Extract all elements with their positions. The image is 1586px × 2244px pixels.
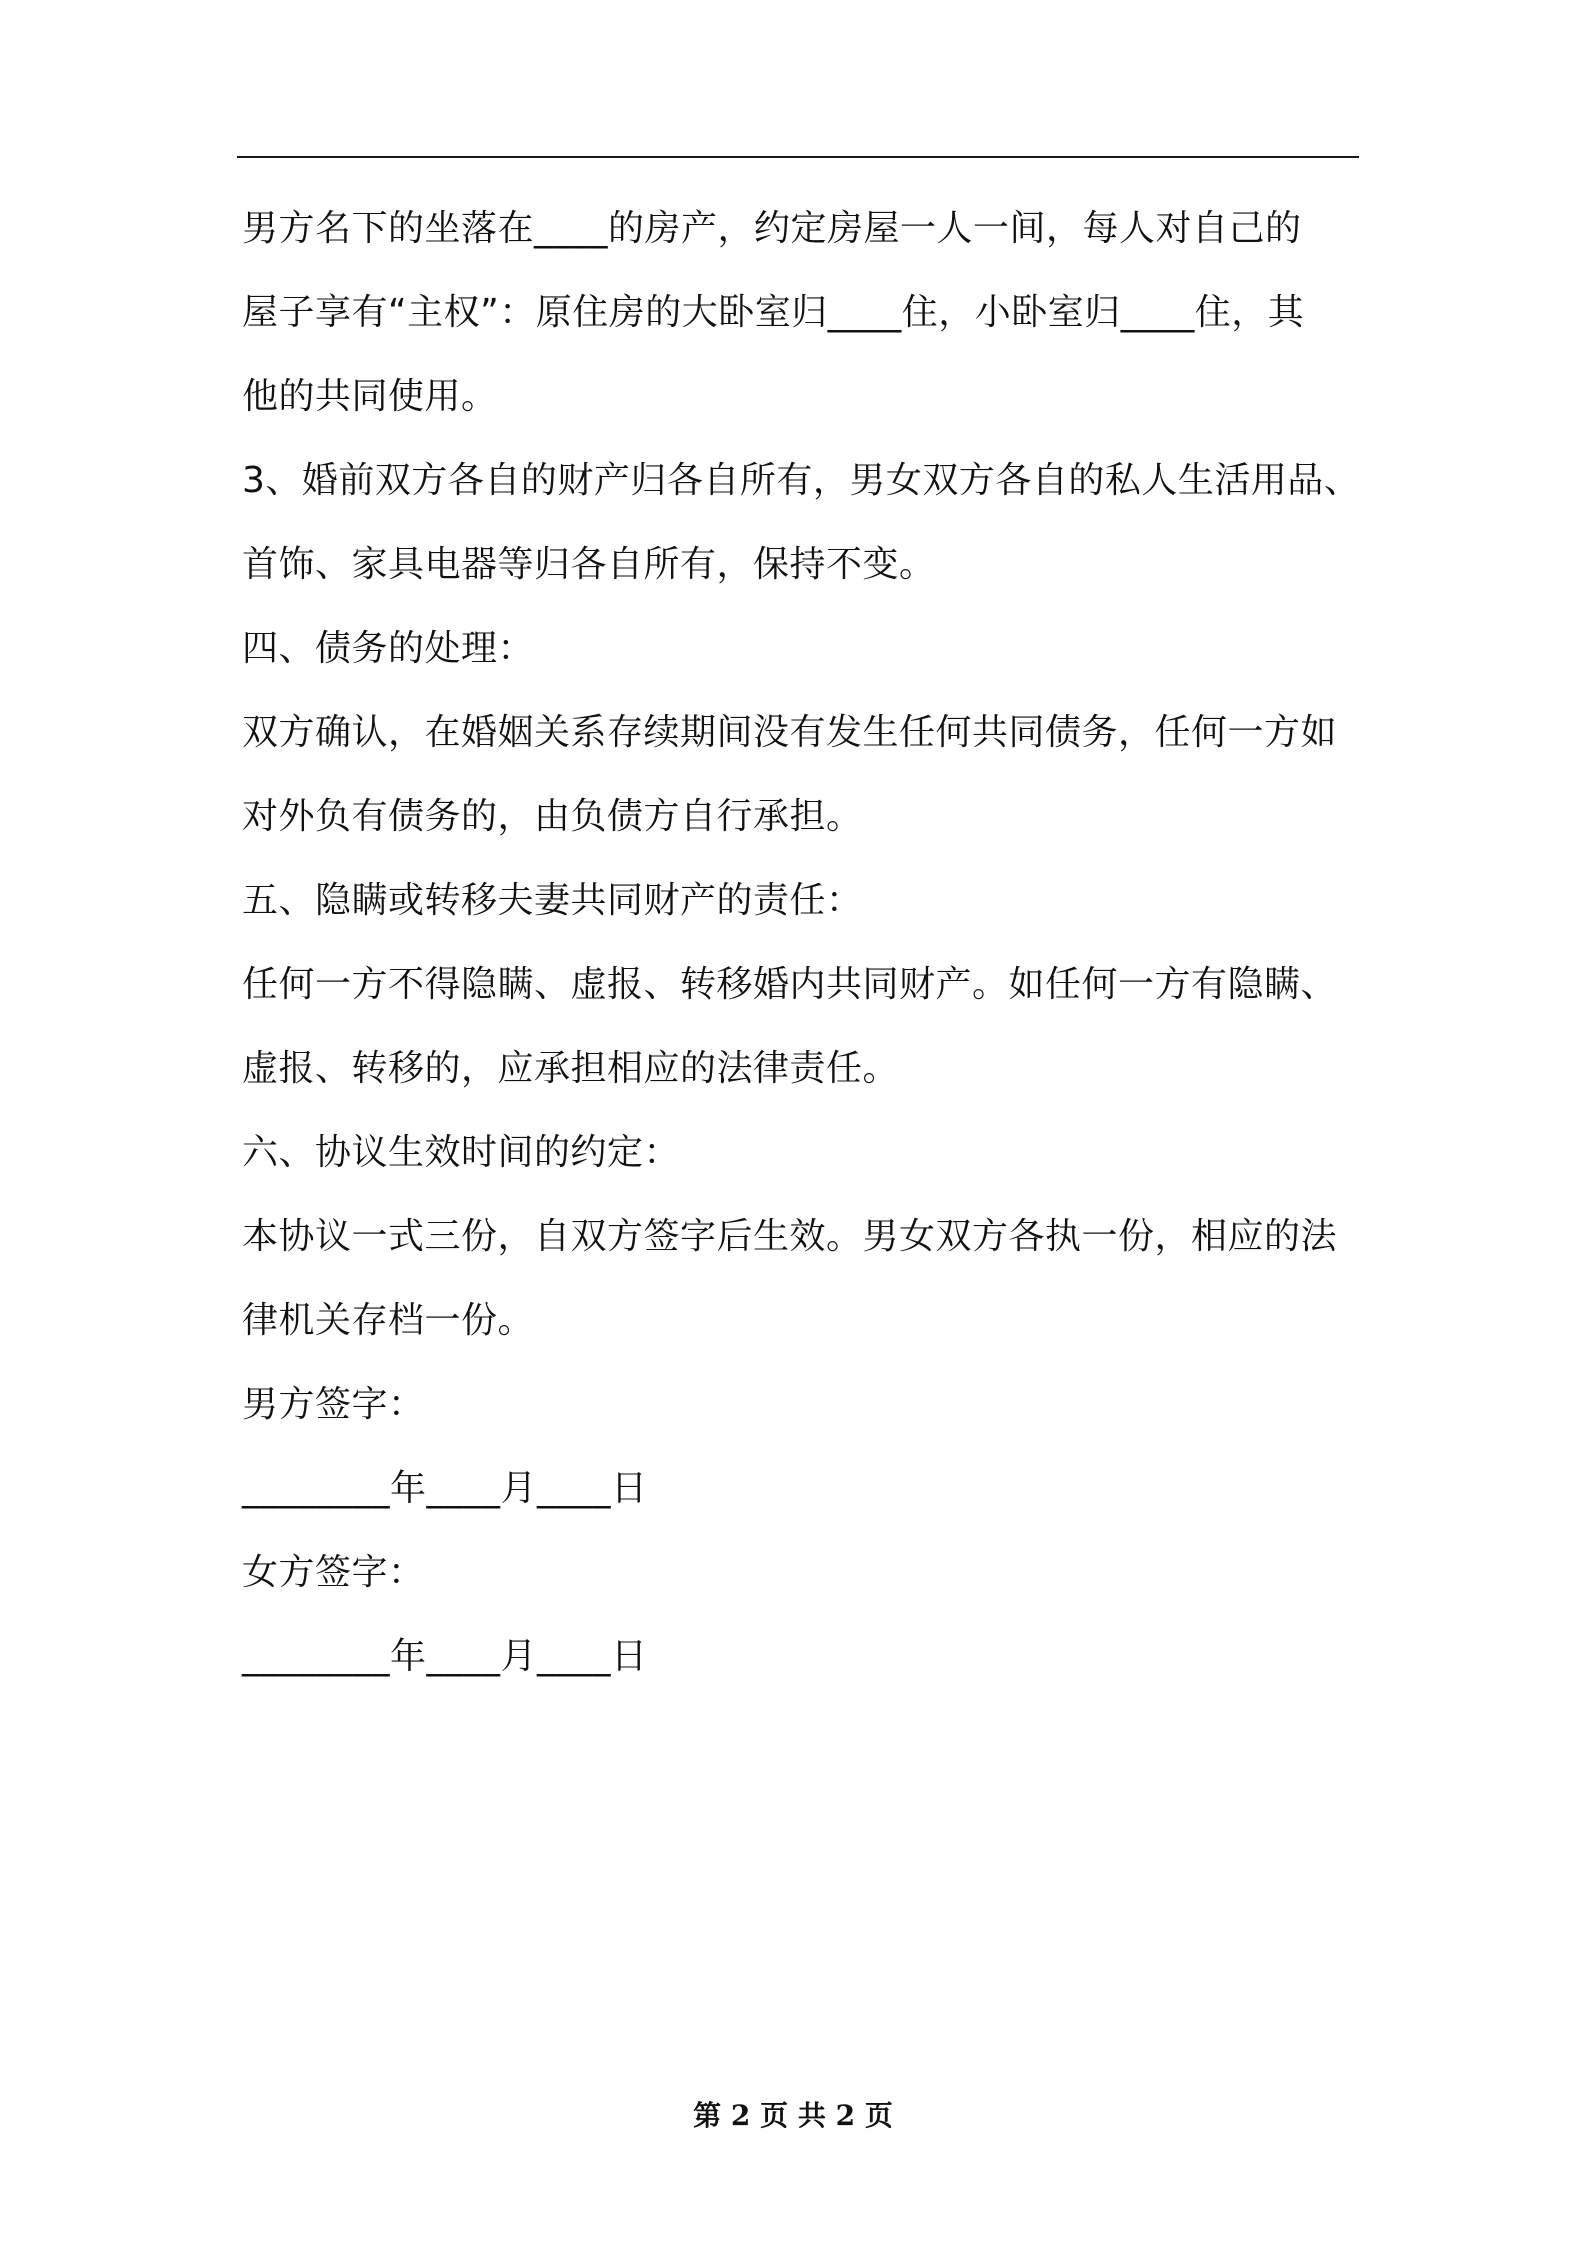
text-line: 屋子享有“主权”：原住房的大卧室归____住，小卧室归____住，其 (242, 292, 1305, 333)
text-line: 他的共同使用。 (242, 376, 498, 417)
female-signature-date: ________年____月____日 (242, 1636, 648, 1677)
text-line: 男方名下的坐落在____的房产，约定房屋一人一间，每人对自己的 (242, 208, 1302, 249)
text-line: 律机关存档一份。 (242, 1300, 535, 1341)
text-line: 双方确认，在婚姻关系存续期间没有发生任何共同债务，任何一方如 (242, 712, 1338, 753)
header-rule (237, 156, 1359, 158)
male-signature-date: ________年____月____日 (242, 1468, 648, 1509)
male-signature-label: 男方签字： (242, 1384, 425, 1425)
text-line: 3、婚前双方各自的财产归各自所有，男女双方各自的私人生活用品、 (242, 460, 1361, 501)
text-line: 首饰、家具电器等归各自所有，保持不变。 (242, 544, 936, 585)
section-heading: 五、隐瞒或转移夫妻共同财产的责任： (242, 880, 863, 921)
page-number-footer: 第 2 页 共 2 页 (693, 2099, 893, 2132)
text-line: 虚报、转移的，应承担相应的法律责任。 (242, 1048, 900, 1089)
text-line: 任何一方不得隐瞒、虚报、转移婚内共同财产。如任何一方有隐瞒、 (242, 964, 1338, 1005)
text-line: 本协议一式三份，自双方签字后生效。男女双方各执一份，相应的法 (242, 1216, 1338, 1257)
section-heading: 六、协议生效时间的约定： (242, 1132, 681, 1173)
female-signature-label: 女方签字： (242, 1552, 425, 1593)
text-line: 对外负有债务的，由负债方自行承担。 (242, 796, 863, 837)
section-heading: 四、债务的处理： (242, 628, 535, 669)
